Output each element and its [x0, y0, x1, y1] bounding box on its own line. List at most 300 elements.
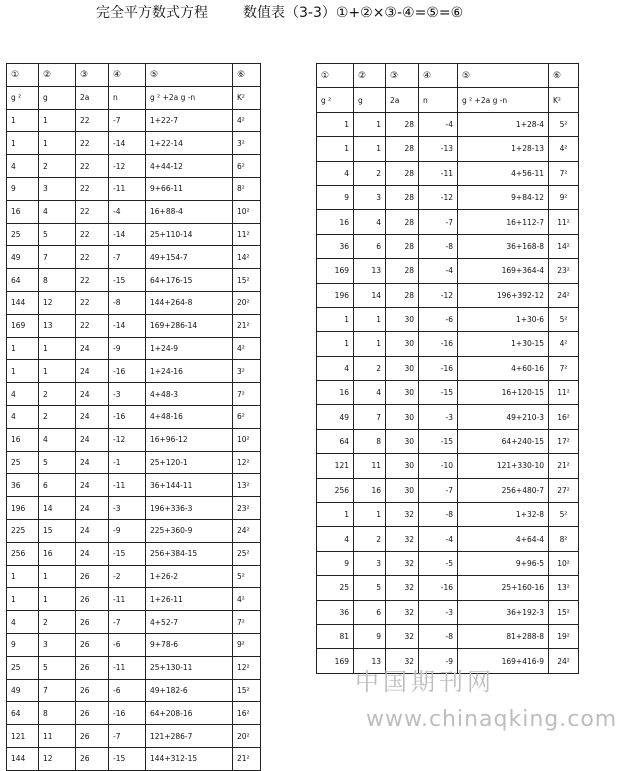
header-label-cell: 2a: [76, 86, 109, 109]
title-left: 完全平方数式方程: [96, 5, 208, 21]
table-cell: 4²: [549, 332, 579, 356]
table-cell: 7²: [233, 383, 261, 406]
table-cell: 3²: [233, 132, 261, 155]
table-cell: -16: [419, 576, 458, 600]
table-cell: 196+392-12: [458, 283, 549, 307]
table-cell: -5: [419, 551, 458, 575]
table-cell: 22: [76, 200, 109, 223]
table-cell: 64: [7, 269, 39, 292]
table-row: [7, 155, 261, 178]
table-cell: 24: [76, 542, 109, 565]
table-cell: 1: [39, 360, 76, 383]
table-cell: 9: [7, 177, 39, 200]
table-cell: 30: [386, 307, 419, 331]
table-cell: 8²: [549, 527, 579, 551]
table-cell: 8: [39, 702, 76, 725]
table-cell: 256: [7, 542, 39, 565]
table-cell: 7: [39, 679, 76, 702]
table-cell: 24: [76, 405, 109, 428]
table-cell: -12: [419, 283, 458, 307]
table-cell: 81: [317, 624, 354, 648]
table-row: [7, 725, 261, 748]
table-cell: 36: [317, 234, 354, 258]
table-cell: 4+44-12: [146, 155, 233, 178]
table-cell: -7: [419, 210, 458, 234]
table-row: [7, 246, 261, 269]
table-cell: 32: [386, 600, 419, 624]
table-cell: 1+30-6: [458, 307, 549, 331]
table-cell: 22: [76, 177, 109, 200]
header-label-cell: K²: [233, 86, 261, 109]
table-cell: 1+28-4: [458, 112, 549, 136]
header-row-labels: [317, 88, 579, 112]
table-row: [7, 177, 261, 200]
table-cell: 4²: [233, 109, 261, 132]
table-cell: -4: [419, 259, 458, 283]
table-cell: 28: [386, 161, 419, 185]
table-cell: 30: [386, 429, 419, 453]
table-cell: 4: [317, 527, 354, 551]
table-cell: 24: [76, 337, 109, 360]
table-row: [317, 454, 579, 478]
header-label-cell: g ²: [317, 88, 354, 112]
table-cell: 28: [386, 112, 419, 136]
table-cell: 26: [76, 611, 109, 634]
table-cell: 1: [7, 109, 39, 132]
table-cell: 1: [7, 588, 39, 611]
table-cell: 4+64-4: [458, 527, 549, 551]
table-cell: 169: [7, 314, 39, 337]
table-cell: 256+480-7: [458, 478, 549, 502]
table-row: [317, 503, 579, 527]
table-cell: -16: [419, 332, 458, 356]
table-cell: 5²: [549, 307, 579, 331]
table-cell: -4: [419, 527, 458, 551]
table-cell: 16: [39, 542, 76, 565]
table-cell: 196: [7, 497, 39, 520]
table-cell: 24: [76, 428, 109, 451]
table-cell: 7²: [549, 356, 579, 380]
table-cell: 1: [317, 137, 354, 161]
table-cell: 25: [317, 576, 354, 600]
header-label-cell: g: [39, 86, 76, 109]
table-cell: -3: [419, 405, 458, 429]
table-cell: 1: [354, 307, 386, 331]
table-cell: 15²: [233, 679, 261, 702]
table-cell: 2: [39, 611, 76, 634]
table-cell: -15: [419, 381, 458, 405]
table-row: [317, 429, 579, 453]
table-cell: 9²: [549, 185, 579, 209]
table-cell: 1+28-13: [458, 137, 549, 161]
table-cell: -2: [109, 565, 146, 588]
table-cell: 4: [354, 210, 386, 234]
table-cell: 17²: [549, 429, 579, 453]
table-cell: 16+120-15: [458, 381, 549, 405]
table-cell: 64: [317, 429, 354, 453]
table-cell: 1: [7, 360, 39, 383]
table-cell: -15: [109, 542, 146, 565]
table-cell: 24: [76, 383, 109, 406]
header-circled-cell: ③: [76, 64, 109, 87]
table-cell: 24²: [233, 519, 261, 542]
table-cell: 1: [317, 307, 354, 331]
table-row: [317, 112, 579, 136]
table-cell: 16+88-4: [146, 200, 233, 223]
table-cell: 28: [386, 283, 419, 307]
table-cell: 4: [7, 155, 39, 178]
table-cell: 28: [386, 259, 419, 283]
table-cell: -14: [109, 132, 146, 155]
table-cell: 1: [7, 132, 39, 155]
table-cell: 22: [76, 246, 109, 269]
table-cell: 169: [317, 649, 354, 673]
table-cell: 25+130-11: [146, 656, 233, 679]
table-cell: 22: [76, 291, 109, 314]
table-cell: 36: [317, 600, 354, 624]
table-cell: 22: [76, 132, 109, 155]
table-cell: 11²: [549, 381, 579, 405]
table-row: [317, 210, 579, 234]
table-cell: 2: [354, 356, 386, 380]
table-row: [7, 383, 261, 406]
table-cell: 11²: [233, 223, 261, 246]
table-cell: 144: [7, 747, 39, 770]
table-cell: 144+264-8: [146, 291, 233, 314]
table-cell: 30: [386, 478, 419, 502]
table-cell: 5: [39, 223, 76, 246]
table-cell: 32: [386, 576, 419, 600]
table-cell: 9+66-11: [146, 177, 233, 200]
table-cell: 36+192-3: [458, 600, 549, 624]
table-cell: 1: [354, 503, 386, 527]
table-cell: -8: [419, 624, 458, 648]
table-cell: 4²: [549, 137, 579, 161]
table-cell: 7: [39, 246, 76, 269]
table-cell: 4+56-11: [458, 161, 549, 185]
table-cell: 49: [317, 405, 354, 429]
header-circled-cell: ⑥: [233, 64, 261, 87]
table-cell: 20²: [233, 291, 261, 314]
table-cell: 1: [39, 109, 76, 132]
table-cell: 22: [76, 314, 109, 337]
table-cell: 9: [317, 185, 354, 209]
table-cell: 26: [76, 702, 109, 725]
table-cell: -11: [109, 177, 146, 200]
table-cell: -7: [109, 725, 146, 748]
table-cell: -3: [419, 600, 458, 624]
table-cell: 1: [39, 565, 76, 588]
page-title: [0, 2, 581, 24]
table-cell: 26: [76, 633, 109, 656]
table-cell: 32: [386, 551, 419, 575]
table-cell: 2: [354, 161, 386, 185]
table-cell: 6²: [233, 155, 261, 178]
table-cell: 5²: [233, 565, 261, 588]
table-cell: 13: [354, 259, 386, 283]
table-row: [7, 747, 261, 770]
table-row: [7, 611, 261, 634]
table-cell: 8: [354, 429, 386, 453]
table-cell: -9: [109, 519, 146, 542]
table-row: [317, 137, 579, 161]
table-cell: 25: [7, 656, 39, 679]
table-cell: 121+286-7: [146, 725, 233, 748]
table-cell: -9: [419, 649, 458, 673]
table-row: [317, 624, 579, 648]
table-cell: 8: [39, 269, 76, 292]
table-cell: 25: [7, 451, 39, 474]
table-cell: -11: [109, 474, 146, 497]
table-row: [7, 474, 261, 497]
table-row: [7, 314, 261, 337]
header-circled-cell: ③: [386, 64, 419, 88]
table-row: [317, 185, 579, 209]
header-label-cell: g ² +2a g -n: [146, 86, 233, 109]
table-cell: 4: [7, 611, 39, 634]
header-label-cell: n: [109, 86, 146, 109]
table-cell: 1: [39, 132, 76, 155]
table-cell: -11: [109, 588, 146, 611]
table-cell: 1+24-16: [146, 360, 233, 383]
table-cell: 13²: [233, 474, 261, 497]
table-cell: 25+120-1: [146, 451, 233, 474]
table-cell: 23²: [233, 497, 261, 520]
table-cell: -16: [419, 356, 458, 380]
table-cell: 49+210-3: [458, 405, 549, 429]
table-row: [317, 283, 579, 307]
table-cell: -7: [109, 611, 146, 634]
table-cell: 26: [76, 679, 109, 702]
table-cell: 9+84-12: [458, 185, 549, 209]
table-cell: -14: [109, 223, 146, 246]
table-cell: 7: [354, 405, 386, 429]
table-cell: -15: [109, 269, 146, 292]
header-circled-cell: ①: [317, 64, 354, 88]
table-cell: 5: [39, 451, 76, 474]
table-row: [7, 451, 261, 474]
table-cell: 8²: [233, 177, 261, 200]
table-row: [7, 337, 261, 360]
table-cell: -1: [109, 451, 146, 474]
table-row: [7, 109, 261, 132]
table-cell: 16: [7, 428, 39, 451]
table-cell: 16: [317, 381, 354, 405]
table-cell: 6: [39, 474, 76, 497]
table-cell: 64: [7, 702, 39, 725]
header-circled-cell: ⑤: [458, 64, 549, 88]
table-cell: 4²: [233, 337, 261, 360]
table-cell: 28: [386, 137, 419, 161]
table-cell: 7²: [233, 611, 261, 634]
table-cell: 196+336-3: [146, 497, 233, 520]
table-cell: -8: [419, 503, 458, 527]
table-cell: 6: [354, 234, 386, 258]
table-cell: 4: [317, 161, 354, 185]
table-cell: 24: [76, 451, 109, 474]
table-cell: 25+110-14: [146, 223, 233, 246]
table-cell: 12: [39, 291, 76, 314]
table-cell: -6: [109, 679, 146, 702]
table-cell: 4: [354, 381, 386, 405]
table-row: [317, 478, 579, 502]
table-cell: 3²: [233, 360, 261, 383]
table-cell: 256: [317, 478, 354, 502]
table-cell: 1: [354, 112, 386, 136]
table-cell: 32: [386, 503, 419, 527]
table-cell: 49: [7, 679, 39, 702]
table-cell: 121: [7, 725, 39, 748]
table-cell: 121+330-10: [458, 454, 549, 478]
table-cell: 3: [39, 633, 76, 656]
table-cell: 1+22-7: [146, 109, 233, 132]
table-cell: 1+26-2: [146, 565, 233, 588]
table-cell: 24: [76, 519, 109, 542]
table-cell: 1: [317, 503, 354, 527]
table-cell: 49: [7, 246, 39, 269]
table-cell: 9+78-6: [146, 633, 233, 656]
table-cell: 13: [39, 314, 76, 337]
table-cell: -15: [109, 747, 146, 770]
table-cell: 30: [386, 332, 419, 356]
table-cell: -14: [109, 314, 146, 337]
table-cell: 1+32-8: [458, 503, 549, 527]
table-cell: 14: [354, 283, 386, 307]
table-cell: 5: [39, 656, 76, 679]
table-cell: 28: [386, 234, 419, 258]
table-cell: 1: [354, 137, 386, 161]
table-cell: 3: [39, 177, 76, 200]
table-cell: 26: [76, 588, 109, 611]
table-cell: 32: [386, 624, 419, 648]
table-cell: 11²: [549, 210, 579, 234]
table-cell: 9+96-5: [458, 551, 549, 575]
table-row: [317, 332, 579, 356]
table-cell: 25: [7, 223, 39, 246]
table-cell: -7: [419, 478, 458, 502]
table-cell: 169+286-14: [146, 314, 233, 337]
table-cell: 1: [39, 588, 76, 611]
table-cell: -9: [109, 337, 146, 360]
table-cell: 2: [39, 405, 76, 428]
table-cell: 4+60-16: [458, 356, 549, 380]
table-cell: -12: [419, 185, 458, 209]
table-row: [7, 428, 261, 451]
table-row: [317, 234, 579, 258]
table-cell: 30: [386, 381, 419, 405]
table-row: [317, 259, 579, 283]
table-cell: 1+30-15: [458, 332, 549, 356]
table-cell: 4: [7, 383, 39, 406]
header-circled-cell: ⑥: [549, 64, 579, 88]
table-cell: 81+288-8: [458, 624, 549, 648]
table-row: [7, 360, 261, 383]
table-cell: 23²: [549, 259, 579, 283]
header-label-cell: 2a: [386, 88, 419, 112]
table-cell: 25²: [233, 542, 261, 565]
table-cell: 21²: [233, 747, 261, 770]
table-cell: 16: [354, 478, 386, 502]
table-cell: 1: [317, 112, 354, 136]
table-cell: 64+240-15: [458, 429, 549, 453]
table-row: [317, 576, 579, 600]
table-cell: 21²: [549, 454, 579, 478]
table-cell: -16: [109, 360, 146, 383]
table-row: [7, 633, 261, 656]
table-cell: 24²: [549, 283, 579, 307]
table-cell: -16: [109, 702, 146, 725]
table-cell: -12: [109, 155, 146, 178]
table-cell: 1: [317, 332, 354, 356]
table-row: [317, 381, 579, 405]
table-row: [7, 656, 261, 679]
table-row: [317, 356, 579, 380]
table-cell: 3: [354, 551, 386, 575]
table-cell: -16: [109, 405, 146, 428]
table-cell: -13: [419, 137, 458, 161]
table-cell: 9²: [233, 633, 261, 656]
table-cell: 16: [317, 210, 354, 234]
table-cell: 36: [7, 474, 39, 497]
table-cell: 13²: [549, 576, 579, 600]
table-cell: 1: [354, 332, 386, 356]
table-cell: 9: [354, 624, 386, 648]
table-cell: 121: [317, 454, 354, 478]
table-cell: 10²: [233, 200, 261, 223]
table-cell: 196: [317, 283, 354, 307]
header-row-circled: [7, 64, 261, 87]
left-value-table: [6, 63, 261, 771]
table-cell: 16²: [549, 405, 579, 429]
header-label-cell: n: [419, 88, 458, 112]
table-cell: 49+154-7: [146, 246, 233, 269]
header-circled-cell: ②: [354, 64, 386, 88]
header-label-cell: K²: [549, 88, 579, 112]
table-cell: 10²: [549, 551, 579, 575]
table-row: [317, 551, 579, 575]
table-cell: 225+360-9: [146, 519, 233, 542]
table-cell: 26: [76, 565, 109, 588]
table-cell: 9: [317, 551, 354, 575]
table-cell: 64+176-15: [146, 269, 233, 292]
table-cell: 24²: [549, 649, 579, 673]
table-cell: 4+48-16: [146, 405, 233, 428]
table-cell: 15²: [233, 269, 261, 292]
table-cell: 24: [76, 474, 109, 497]
table-row: [7, 132, 261, 155]
table-cell: 2: [39, 383, 76, 406]
table-cell: 20²: [233, 725, 261, 748]
header-row-labels: [7, 86, 261, 109]
table-cell: 144: [7, 291, 39, 314]
table-cell: 16²: [233, 702, 261, 725]
table-cell: 1+24-9: [146, 337, 233, 360]
table-cell: 256+384-15: [146, 542, 233, 565]
table-cell: 4: [39, 428, 76, 451]
table-cell: 26: [76, 656, 109, 679]
table-row: [7, 497, 261, 520]
table-row: [7, 702, 261, 725]
table-cell: 1: [39, 337, 76, 360]
table-row: [7, 269, 261, 292]
table-cell: 24: [76, 360, 109, 383]
table-cell: 25+160-16: [458, 576, 549, 600]
table-cell: -8: [419, 234, 458, 258]
table-cell: 6²: [233, 405, 261, 428]
table-cell: 16+112-7: [458, 210, 549, 234]
table-row: [7, 542, 261, 565]
table-cell: 4: [7, 405, 39, 428]
